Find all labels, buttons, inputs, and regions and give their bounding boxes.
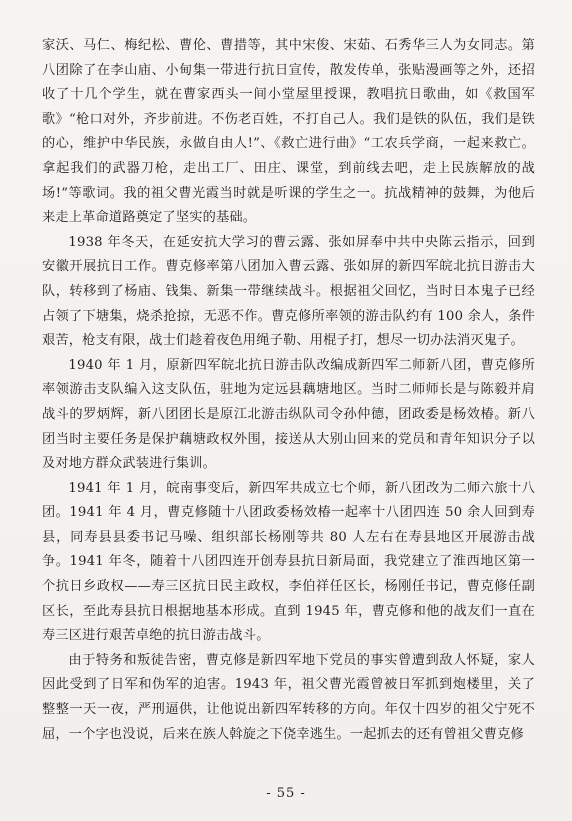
page-number: - 55 - [266,786,306,801]
body-text [42,34,535,747]
paragraph-5: 由于特务和叛徒告密，曹克修是新四军地下党员的事实曾遭到敌人怀疑，家人因此受到了日军和伪军的迫害。1943 年，祖父曹光霞曾被日军抓到炮楼里，关了整整一天一夜，严刑逼供，让他说出新四军转移的方向。年仅十四岁的祖父宁死不屈，一个字也没说，后来在族人斡旋之下侥幸逃生。一起抓去的还有曾祖父曹克修 [42,652,535,742]
paragraph-1: 家沃、马仁、梅纪松、曹伦、曹措等，其中宋俊、宋茹、石秀华三人为女同志。第八团除了在李山庙、小甸集一带进行抗日宣传，散发传单，张贴漫画等之外，还招收了十几个学生，就在曹家西头一间小堂屋里授课，教唱抗日歌曲，如《救国军歌》“枪口对外，齐步前进。不伤老百姓，不打自己人。我们是铁的队伍，我们是铁的心，维护中华民族，永做自由人!”、《救亡进行曲》“工农兵学商，一起来救亡。拿起我们的武器刀枪，走出工厂、田庄、课堂，到前线去吧，走上民族解放的战场!”等歌词。我的祖父曹光霞当时就是听课的学生之一。抗战精神的鼓舞，为他后来走上革命道路奠定了坚实的基础。 [42,38,535,226]
paragraph-4: 1941 年 1 月，皖南事变后，新四军共成立七个师，新八团改为二师六旅十八团。1941 年 4 月，曹克修随十八团政委杨效椿一起率十八团四连 50 余人回到寿县，同寿县县委书记马噪、组织部长杨刚等共 80 人左右在寿县地区开展游击战争。1941 年冬，随着十八团四连开创寿县抗日新局面，我党建立了淮西地区第一个抗日乡政权——寿三区抗日民主政权，李伯祥任区长，杨刚任书记，曹克修任副区长，至此寿县抗日根据地基本形成。直到 1945 年，曹克修和他的战友们一直在寿三区进行艰苦卓绝的抗日游击战斗。 [42,480,535,644]
paragraph-3: 1940 年 1 月，原新四军皖北抗日游击队改编成新四军二师新八团，曹克修所率领游击支队编入这支队伍，驻地为定远县藕塘地区。当时二师师长是与陈毅并肩战斗的罗炳辉，新八团团长是原江北游击纵队司令孙仲德，团政委是杨效椿。新八团当时主要任务是保护藕塘政权外围，接送从大别山回来的党员和青年知识分子以及对地方群众武装进行集训。 [42,357,535,472]
paragraph-2: 1938 年冬天，在延安抗大学习的曹云露、张如屏奉中共中央陈云指示，回到安徽开展抗日工作。曹克修率第八团加入曹云露、张如屏的新四军皖北抗日游击大队，转移到了杨庙、钱集、新集一带继续战斗。根据祖父回忆，当时日本鬼子已经占领了下塘集，烧杀抢掠，无恶不作。曹克修所率领的游击队约有 100 余人，条件艰苦，枪支有限，战士们趁着夜色用绳子勒、用棍子打，想尽一切办法消灭鬼子。 [42,234,535,349]
